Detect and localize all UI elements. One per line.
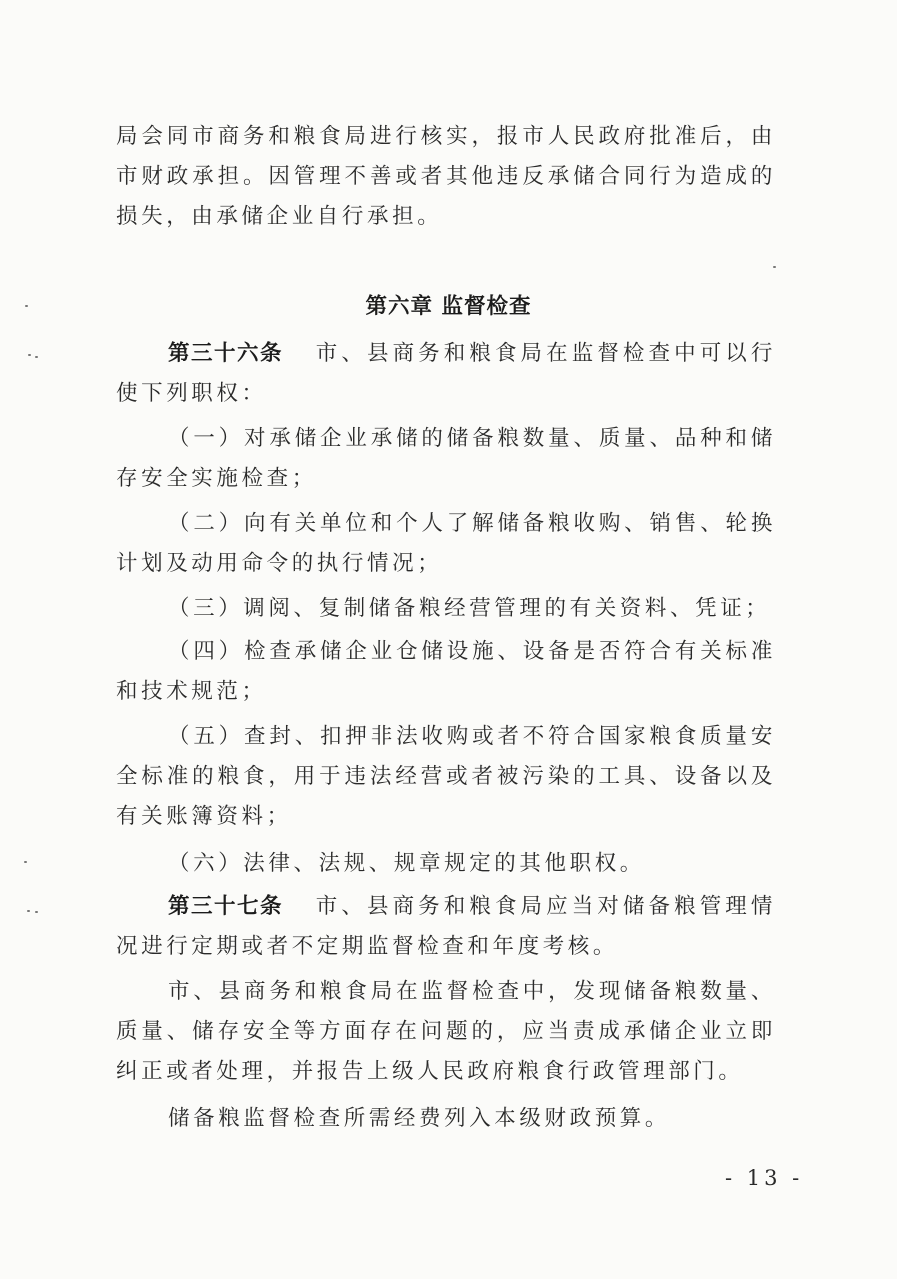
scan-speck	[35, 356, 38, 358]
article-37-paragraph-1: 市、县商务和粮食局在监督检查中，发现储备粮数量、质量、储存安全等方面存在问题的，应当责成承储企业立即纠正或者处理，并报告上级人民政府粮食行政管理部门。	[116, 979, 776, 1084]
article-36-item-6: （六）法律、法规、规章规定的其他职权。	[168, 851, 645, 876]
article-37-text: 市、县商务和粮食局应当对储备粮管理情况进行定期或者不定期监督检查和年度考核。	[116, 894, 776, 959]
article-36	[116, 334, 776, 414]
article-36-item-4: （四）检查承储企业仓储设施、设备是否符合有关标准和技术规范；	[116, 639, 776, 704]
chapter-title: 第六章 监督检查	[365, 294, 532, 319]
scan-speck	[27, 910, 30, 912]
page-number: - 13 -	[725, 1166, 804, 1190]
scan-speck	[24, 861, 27, 863]
scan-speck	[35, 911, 38, 913]
article-36-text: 市、县商务和粮食局在监督检查中可以行使下列职权：	[116, 341, 776, 406]
article-36-heading: 第三十六条	[168, 341, 283, 366]
scan-speck	[773, 266, 776, 268]
scan-speck	[25, 305, 28, 307]
article-37-heading: 第三十七条	[168, 894, 283, 919]
article-37	[116, 887, 776, 967]
article-36-item-5: （五）查封、扣押非法收购或者不符合国家粮食质量安全标准的粮食，用于违法经营或者被污染的工具、设备以及有关账簿资料；	[116, 724, 776, 829]
article-36-item-3: （三）调阅、复制储备粮经营管理的有关资料、凭证；	[168, 596, 771, 621]
article-36-item-2: （二）向有关单位和个人了解储备粮收购、销售、轮换计划及动用命令的执行情况；	[116, 511, 776, 576]
intro-paragraph: 局会同市商务和粮食局进行核实，报市人民政府批准后，由市财政承担。因管理不善或者其他违反承储合同行为造成的损失，由承储企业自行承担。	[116, 124, 776, 229]
article-36-item-1: （一）对承储企业承储的储备粮数量、质量、品种和储存安全实施检查；	[116, 426, 776, 491]
scan-speck	[28, 354, 31, 356]
article-37-paragraph-2: 储备粮监督检查所需经费列入本级财政预算。	[168, 1106, 671, 1131]
